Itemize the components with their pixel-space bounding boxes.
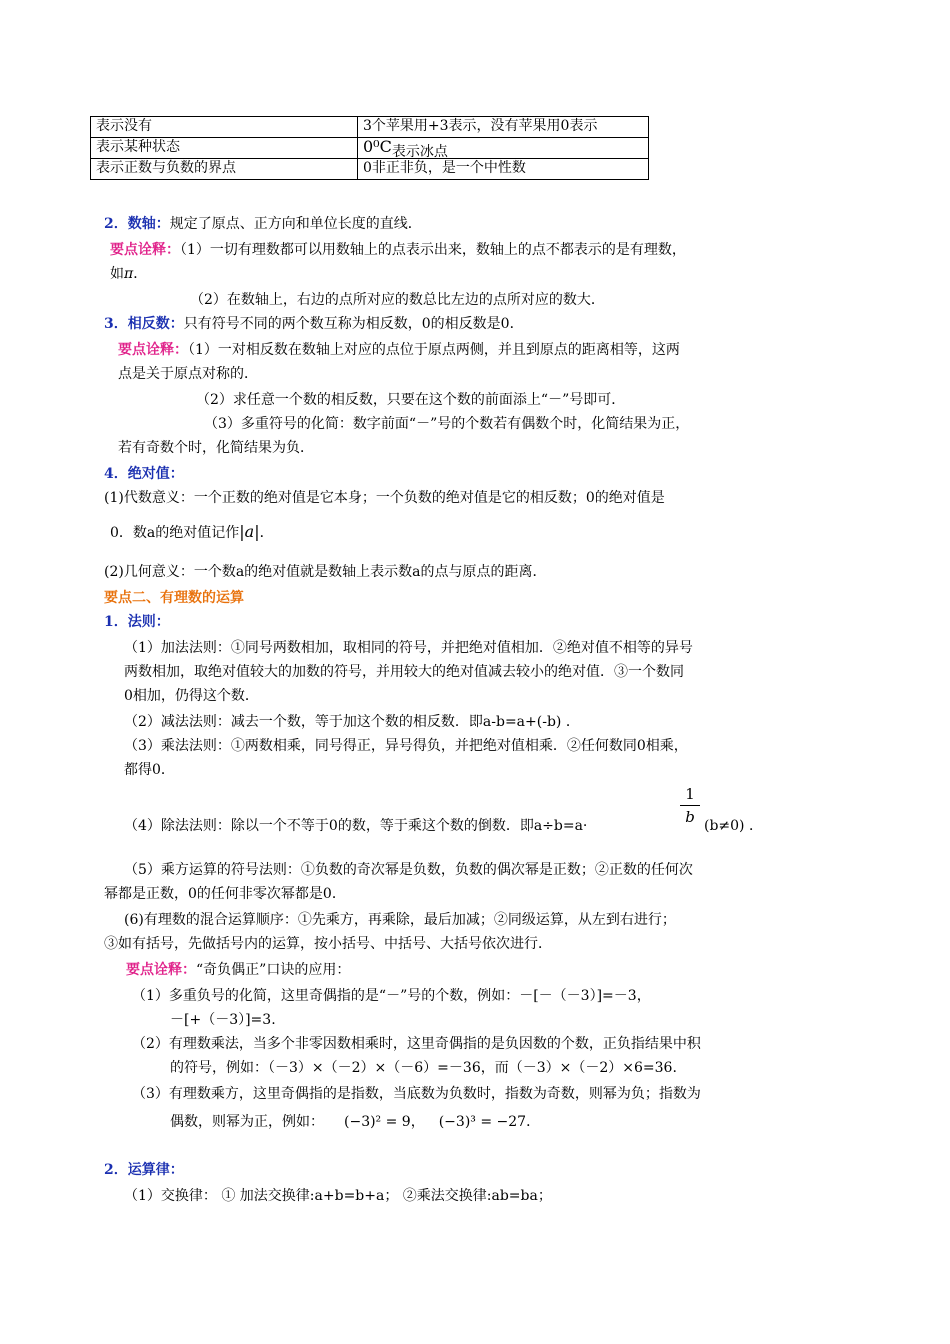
table-row (91, 138, 649, 159)
note-line (126, 960, 350, 980)
rule-line: （2）减法法则：减去一个数，等于加这个数的相反数．即a-b=a+(-b) ． (124, 714, 580, 730)
section-title: 2．数轴： (104, 216, 170, 232)
zero-meaning-table (90, 116, 649, 180)
note-line (110, 240, 686, 260)
body-line (110, 522, 274, 543)
note-line: （2）求任意一个数的相反数，只要在这个数的前面添上“－”号即可． (196, 392, 626, 408)
rule-line: (b≠0) ． (704, 818, 763, 834)
table-cell: 表示没有 (91, 117, 358, 138)
section-title (104, 464, 184, 484)
power-example-math: (−3)² = 9 (344, 1114, 411, 1130)
note-line (170, 1112, 540, 1132)
rule-line: 两数相加，取绝对值较大的加数的符号，并用较大的绝对值减去较小的绝对值．③一个数同 (124, 664, 684, 680)
fraction-denominator: b (685, 808, 695, 826)
abs-value-math: |a| (239, 522, 260, 541)
table-cell: 0非正非负，是一个中性数 (358, 159, 649, 180)
note-text: 偶数，则幂为正，例如： (170, 1114, 324, 1130)
fraction-numerator: 1 (680, 785, 700, 806)
table-cell-text: 表示冰点 (391, 144, 448, 160)
note-line: （2）有理数乘法，当多个非零因数相乘时，这里奇偶指的是负因数的个数，正负指结果中积 (132, 1036, 701, 1052)
rule-line: 都得0． (124, 762, 175, 778)
section-title: 3．相反数： (104, 316, 184, 332)
power-example-math: (−3)³ = −27 (438, 1114, 527, 1130)
body-line: (2)几何意义：一个数a的绝对值就是数轴上表示数a的点与原点的距离． (104, 564, 547, 580)
section-title: 1．法则： (104, 614, 170, 630)
note-text: （1）一切有理数都可以用数轴上的点表示出来，数轴上的点不都表示的是有理数， (180, 242, 686, 258)
pi-symbol: π (124, 266, 134, 282)
note-line (110, 264, 147, 284)
note-line: （3）多重符号的化简：数字前面“－”号的个数若有偶数个时，化简结果为正， (204, 416, 690, 432)
note-line: （3）有理数乘方，这里奇偶指的是指数，当底数为负数时，指数为奇数，则幂为负；指数为 (132, 1086, 701, 1102)
section-number-line (104, 314, 524, 334)
rule-line: （3）乘法法则：①两数相乘，同号得正，异号得负，并把绝对值相乘．②任何数同0相乘， (124, 738, 688, 754)
rule-line: 0相加，仍得这个数． (124, 688, 259, 704)
zero-celsius-math: 0⁰C (363, 137, 392, 156)
note-text: ， (410, 1114, 425, 1130)
body-text: 0．数a的绝对值记作 (110, 525, 240, 541)
note-text: ． (133, 266, 148, 282)
law-line: （1）交换律： ① 加法交换律:a+b=b+a； ②乘法交换律:ab=ba； (124, 1188, 552, 1204)
table-row (91, 159, 649, 180)
rule-line: (6)有理数的混合运算顺序：①先乘方，再乘除，最后加减；②同级运算，从左到右进行； (124, 912, 676, 928)
note-line: 点是关于原点对称的． (118, 366, 258, 382)
rule-line: 幂都是正数，0的任何非零次幂都是0． (104, 886, 346, 902)
note-line: 若有奇数个时，化简结果为负． (118, 440, 314, 456)
section-number-line (104, 214, 422, 234)
note-text: 如 (110, 266, 124, 282)
rule-line: （1）加法法则：①同号两数相加，取相同的符号，并把绝对值相加．②绝对值不相等的异号 (124, 640, 693, 656)
section-text: 只有符号不同的两个数互称为相反数，0的相反数是0． (183, 316, 524, 332)
note-label: 要点诠释： (110, 242, 180, 258)
note-label: 要点诠释： (118, 342, 188, 358)
section-title-text: 4．绝对值： (104, 466, 184, 482)
rule-line: ③如有括号，先做括号内的运算，按小括号、中括号、大括号依次进行． (104, 936, 552, 952)
note-line: （1）多重负号的化简，这里奇偶指的是“－”号的个数，例如：－[－（－3）]=－3， (132, 988, 651, 1004)
body-line: (1)代数意义：一个正数的绝对值是它本身；一个负数的绝对值是它的相反数；0的绝对值是 (104, 490, 665, 506)
fraction-one-over-b (680, 785, 700, 826)
section-title: 2．运算律： (104, 1162, 184, 1178)
note-line: －[+（－3）]=3. (170, 1012, 276, 1028)
rule-line: （4）除法法则：除以一个不等于0的数，等于乘这个数的倒数．即a÷b=a· (124, 818, 588, 834)
table-cell: 表示正数与负数的界点 (91, 159, 358, 180)
note-line: 的符号，例如：（－3）×（－2）×（－6）=－36，而（－3）×（－2）×6=36. (170, 1060, 677, 1076)
note-line (118, 340, 680, 360)
note-text: ． (526, 1114, 541, 1130)
note-text: （1）一对相反数在数轴上对应的点位于原点两侧，并且到原点的距离相等，这两 (188, 342, 680, 358)
table-row (91, 117, 649, 138)
table-cell: 表示某种状态 (91, 138, 358, 159)
table-cell (358, 138, 649, 159)
table-cell: 3个苹果用+3表示，没有苹果用0表示 (358, 117, 649, 138)
note-text: “奇负偶正”口诀的应用： (196, 962, 351, 978)
part-heading: 要点二、有理数的运算 (104, 590, 244, 606)
note-label: 要点诠释： (126, 962, 196, 978)
rule-line: （5）乘方运算的符号法则：①负数的奇次幂是负数，负数的偶次幂是正数；②正数的任何次 (124, 862, 693, 878)
note-line: （2）在数轴上，右边的点所对应的数总比左边的点所对应的数大． (190, 292, 605, 308)
section-text: 规定了原点、正方向和单位长度的直线． (169, 216, 422, 232)
body-text: ． (259, 525, 274, 541)
